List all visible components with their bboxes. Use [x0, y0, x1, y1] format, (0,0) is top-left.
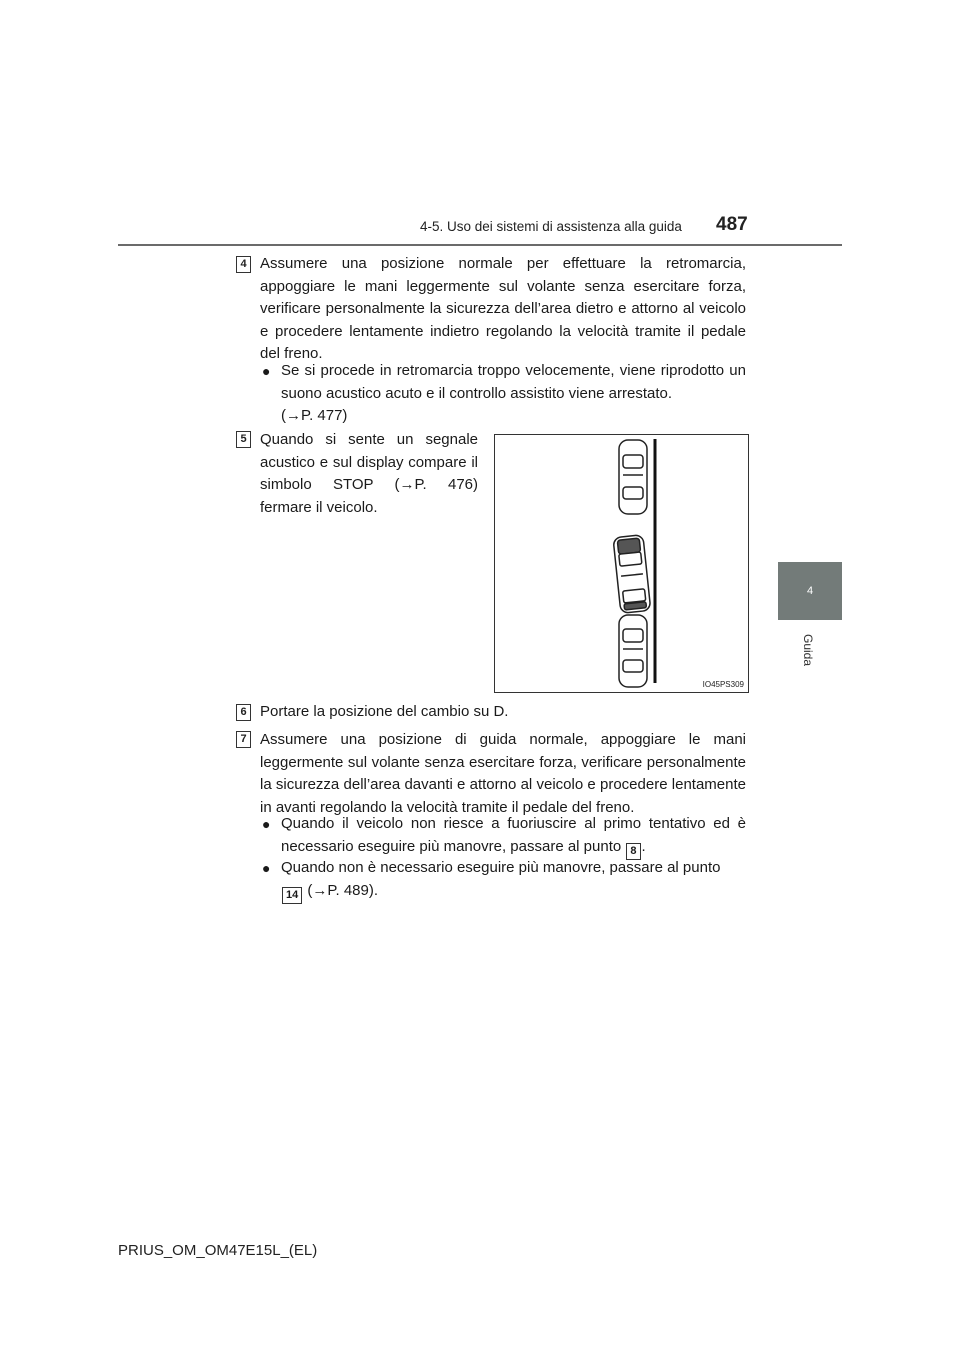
step-7-bullet-1-end: .: [641, 837, 646, 855]
document-code: PRIUS_OM_OM47E15L_(EL): [118, 1242, 318, 1259]
header-rule: [118, 244, 842, 246]
figure-code: IO45PS309: [702, 680, 744, 689]
step-7-text: Assumere una posizione di guida normale, appoggiare le mani leggermente sul volante senza esercitare forza, verificare personalmente la sicurezza dell’area davanti e attorno al veicolo e procedere lentamente in avanti regolando la velocità tramite il pedale del freno.: [260, 731, 746, 816]
step-7-bullet-2: [260, 857, 746, 904]
step-7-bullet-2-ref: (→P. 489).: [307, 881, 379, 899]
parking-diagram: [495, 435, 748, 692]
parked-car-front: [619, 440, 647, 514]
step-7-bullet-2-text: Quando non è necessario eseguire più manovre, passare al punto: [281, 859, 721, 876]
step-ref-14[interactable]: 14: [282, 887, 302, 904]
bullet-dot-icon: ●: [262, 363, 271, 379]
step-5-text: Quando si sente un segnale acustico e sul display compare il simbolo STOP (→P. 476) fermare il veicolo.: [260, 431, 478, 516]
step-4-text: Assumere una posizione normale per effettuare la retromarcia, appoggiare le mani leggermente sul volante senza esercitare forza, verificare personalmente la sicurezza dell’area dietro e attorno al veicolo e procedere lentamente indietro regolando la velocità tramite il pedale del freno.: [260, 255, 746, 362]
parking-illustration: [494, 434, 749, 693]
page-number: 487: [716, 214, 748, 235]
step-4-bullet: [260, 360, 746, 428]
step-number-7: 7: [236, 731, 251, 748]
bullet-dot-icon: ●: [262, 816, 271, 832]
step-6-text: Portare la posizione del cambio su D.: [260, 703, 509, 720]
step-7-bullet-1: [260, 813, 746, 860]
bullet-dot-icon: ●: [262, 860, 271, 876]
chapter-label: Guida: [801, 633, 815, 667]
section-title: 4-5. Uso dei sistemi di assistenza alla guida: [420, 219, 682, 234]
chapter-tab: 4: [778, 562, 842, 620]
step-number-4: 4: [236, 256, 251, 273]
step-ref-8[interactable]: 8: [626, 843, 640, 860]
maneuvering-car: [613, 535, 651, 614]
step-4-bullet-text: Se si procede in retromarcia troppo velocemente, viene riprodotto un suono acustico acuto e il controllo assistito viene arrestato.: [281, 362, 746, 402]
step-4-bullet-ref: (→P. 477): [281, 407, 348, 424]
step-number-5: 5: [236, 431, 251, 448]
step-7-bullet-1-text: Quando il veicolo non riesce a fuoriuscire al primo tentativo ed è necessario eseguire più manovre, passare al punto: [281, 815, 746, 855]
parked-car-rear: [619, 615, 647, 687]
step-number-6: 6: [236, 704, 251, 721]
chapter-label-box: [788, 626, 828, 674]
